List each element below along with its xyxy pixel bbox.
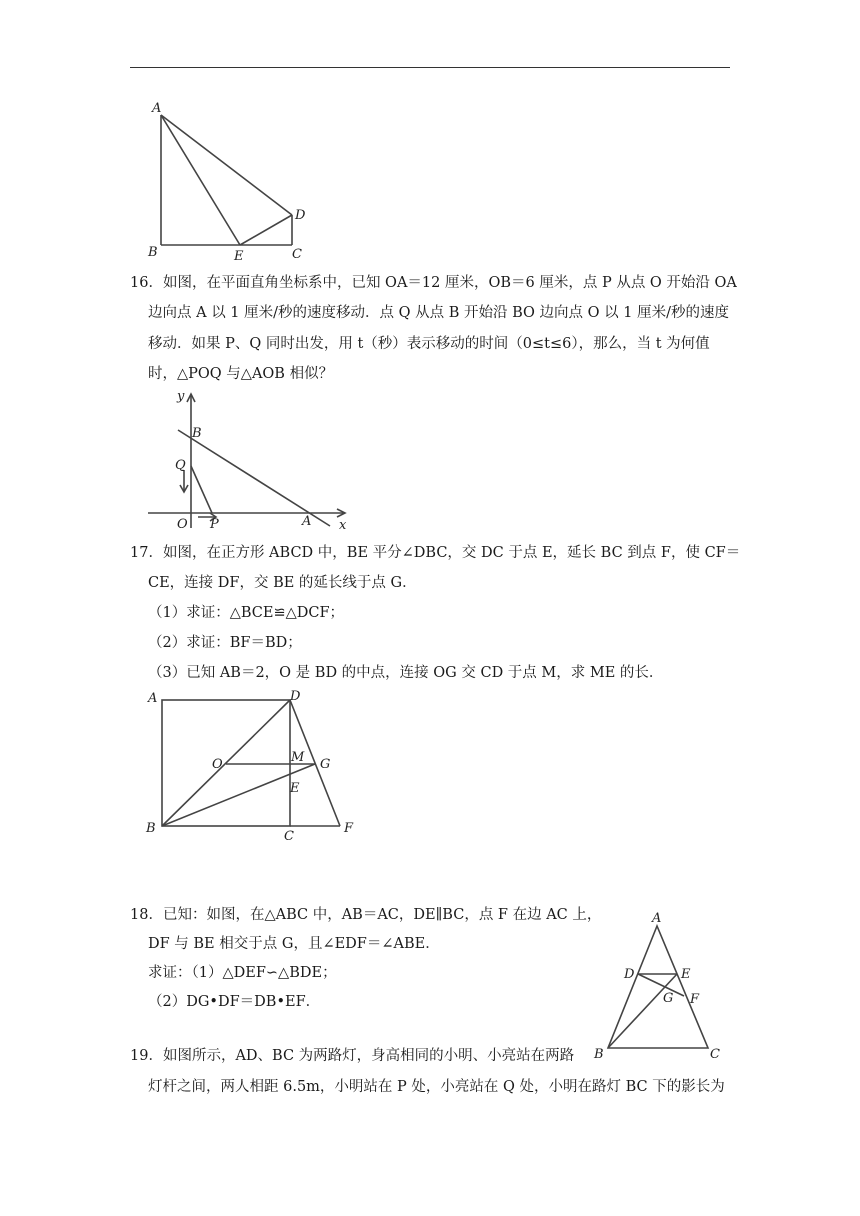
label-B: B (192, 426, 202, 441)
segment-ED (240, 215, 292, 245)
label-A: A (302, 514, 312, 529)
header-rule (130, 67, 730, 68)
q17-line-3: （1）求证：△BCE≌△DCF； (148, 605, 345, 621)
q18-line-3: 求证：（1）△DEF∽△BDE； (148, 965, 337, 981)
figure-q18 (588, 910, 738, 1065)
q18-line-4: （2）DG•DF＝DB•EF． (148, 994, 321, 1010)
q16-line-4: 时，△POQ 与△AOB 相似？ (148, 366, 334, 382)
segment-DF (638, 974, 684, 996)
label-x: x (339, 518, 347, 533)
label-D: D (290, 689, 301, 704)
label-E: E (290, 781, 300, 796)
q19-line-2: 灯杆之间，两人相距 6.5m，小明站在 P 处，小亮站在 Q 处，小明在路灯 BC 下的影长为 (148, 1079, 725, 1095)
label-P: P (210, 517, 219, 532)
q17-line-5: （3）已知 AB＝2，O 是 BD 的中点，连接 OG 交 CD 于点 M，求 ME 的长． (148, 665, 664, 681)
label-C: C (710, 1047, 720, 1062)
label-C: C (284, 829, 294, 844)
q19-line-1: 19．如图所示，AD、BC 为两路灯，身高相同的小明、小亮站在两路 (130, 1048, 575, 1064)
label-F: F (690, 992, 700, 1007)
label-B: B (148, 245, 158, 260)
segment-BD (162, 700, 290, 826)
label-D: D (624, 967, 635, 982)
segment-AE (161, 115, 240, 245)
label-A: A (152, 101, 162, 116)
label-M: M (291, 750, 305, 765)
q17-line-1: 17．如图，在正方形 ABCD 中，BE 平分∠DBC，交 DC 于点 E，延长 BC 到点 F，使 CF＝ (130, 545, 741, 561)
q16-line-3: 移动．如果 P、Q 同时出发，用 t（秒）表示移动的时间（0≤t≤6），那么，当 t 为何值 (148, 336, 710, 352)
label-O: O (177, 517, 188, 532)
q17-line-2: CE，连接 DF，交 BE 的延长线于点 G． (148, 575, 417, 591)
label-E: E (234, 249, 244, 264)
segment-AD (161, 115, 292, 215)
label-y: y (177, 389, 185, 404)
label-E: E (681, 967, 691, 982)
line-AB (178, 430, 330, 526)
q17-line-4: （2）求证：BF＝BD； (148, 635, 302, 651)
label-O: O (212, 757, 223, 772)
label-C: C (292, 247, 302, 262)
triangle-ABC (608, 926, 708, 1048)
label-A: A (652, 911, 662, 926)
label-F: F (344, 821, 354, 836)
label-A: A (148, 691, 158, 706)
label-Q: Q (175, 458, 186, 473)
label-B: B (594, 1047, 604, 1062)
label-G: G (663, 991, 674, 1006)
q16-line-1: 16．如图，在平面直角坐标系中，已知 OA＝12 厘米，OB＝6 厘米，点 P 从点 O 开始沿 OA (130, 275, 737, 291)
label-G: G (320, 757, 331, 772)
q18-line-1: 18．已知：如图，在△ABC 中，AB＝AC，DE∥BC，点 F 在边 AC 上， (130, 907, 602, 923)
q16-line-2: 边向点 A 以 1 厘米/秒的速度移动．点 Q 从点 B 开始沿 BO 边向点 O 以 1 厘米/秒的速度 (148, 305, 729, 321)
label-D: D (295, 208, 306, 223)
segment-QP (191, 466, 212, 513)
segment-BE (608, 974, 677, 1048)
q18-line-2: DF 与 BE 相交于点 G，且∠EDF＝∠ABE． (148, 936, 440, 952)
figure-q15 (140, 95, 320, 270)
figure-q16 (140, 388, 360, 533)
figure-q17 (140, 688, 370, 848)
label-B: B (146, 821, 156, 836)
